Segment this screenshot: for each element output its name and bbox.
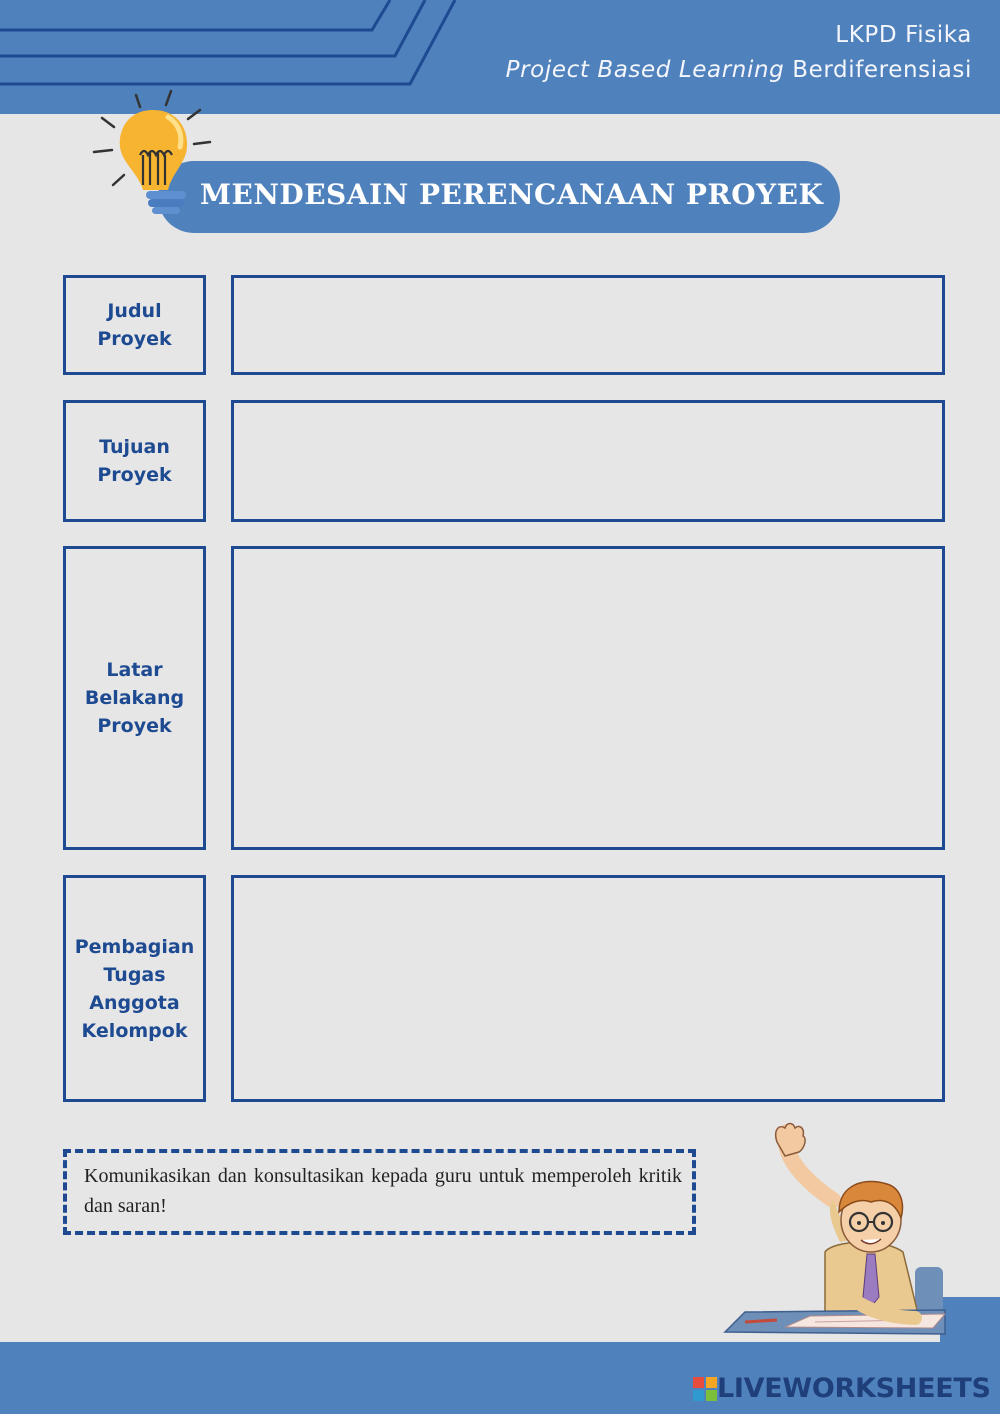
liveworksheets-logo	[693, 1373, 991, 1404]
header-decorative-lines	[0, 0, 470, 100]
label-judul-proyek	[63, 275, 206, 375]
label-latar-belakang-proyek	[63, 546, 206, 850]
answer-field-tujuan-proyek[interactable]	[231, 400, 945, 522]
header-line-1: LKPD Fisika	[835, 22, 972, 48]
label-text: Pembagian Tugas Anggota Kelompok	[74, 935, 195, 1042]
label-text: Tujuan Proyek	[97, 436, 172, 486]
label-text: Latar Belakang Proyek	[84, 659, 185, 737]
student-illustration	[715, 1122, 955, 1347]
page-title: MENDESAIN PERENCANAAN PROYEK	[200, 178, 824, 211]
answer-field-judul-proyek[interactable]	[231, 275, 945, 375]
answer-field-pembagian-tugas[interactable]	[231, 875, 945, 1102]
header-line-2-rest: Berdiferensiasi	[784, 57, 972, 83]
label-pembagian-tugas	[63, 875, 206, 1102]
answer-field-latar-belakang-proyek[interactable]	[231, 546, 945, 850]
header-line-2	[506, 53, 972, 88]
label-tujuan-proyek	[63, 400, 206, 522]
liveworksheets-logo-icon	[693, 1377, 717, 1401]
lightbulb-icon	[88, 85, 218, 220]
header-text	[506, 18, 972, 88]
label-text: Judul Proyek	[97, 300, 172, 350]
header-line-2-italic: Project Based Learning	[505, 57, 785, 83]
note-box	[63, 1149, 696, 1235]
liveworksheets-logo-text: LIVEWORKSHEETS	[717, 1373, 991, 1404]
note-text: Komunikasikan dan konsultasikan kepada guru untuk memperoleh kritik dan saran!	[84, 1165, 682, 1217]
